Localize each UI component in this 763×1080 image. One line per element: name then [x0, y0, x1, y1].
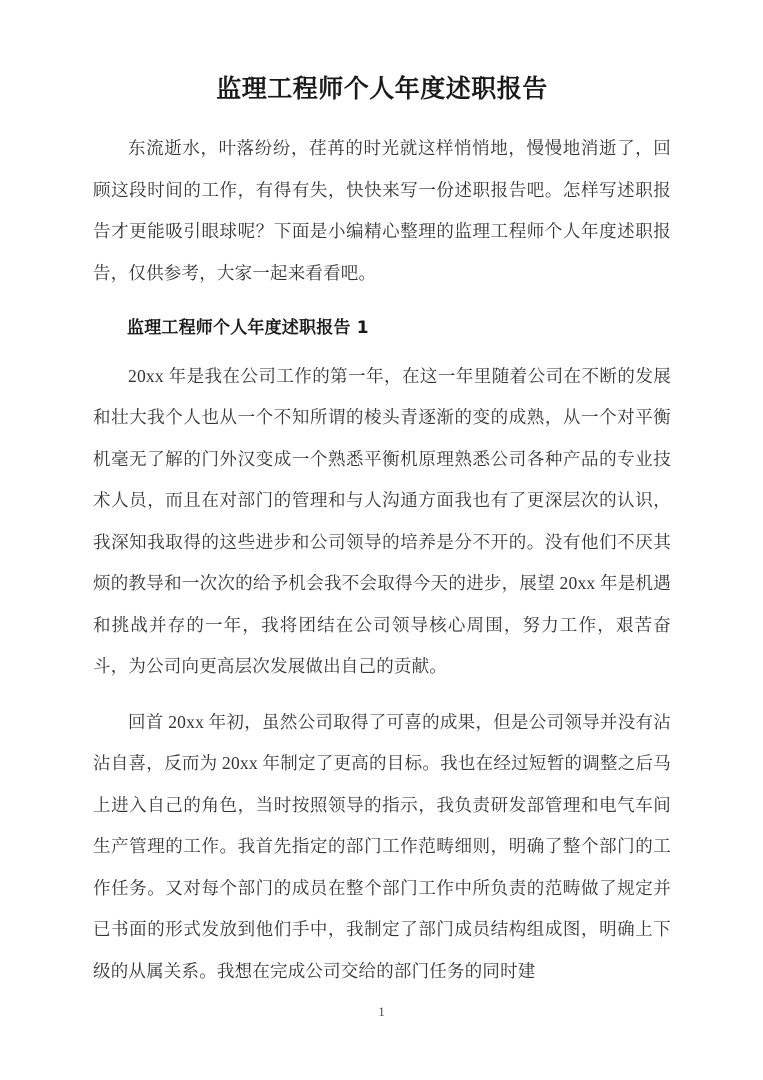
intro-paragraph: 东流逝水，叶落纷纷，荏苒的时光就这样悄悄地，慢慢地消逝了，回顾这段时间的工作，有得有失，快快来写一份述职报告吧。怎样写述职报告才更能吸引眼球呢？下面是小编精心整理的监理工程师个人年度述职报告，仅供参考，大家一起来看看吧。 — [93, 138, 671, 283]
body-paragraph-1: 20xx 年是我在公司工作的第一年，在这一年里随着公司在不断的发展和壮大我个人也从一个不知所谓的棱头青逐渐的变的成熟，从一个对平衡机毫无了解的门外汉变成一个熟悉平衡机原理熟悉公司各种产品的专业技术人员，而且在对部门的管理和与人沟通方面我也有了更深层次的认识，我深知我取得的这些进步和公司领导的培养是分不开的。没有他们不厌其烦的教导和一次次的给予机会我不会取得今天的进步，展望 20xx 年是机遇和挑战并存的一年，我将团结在公司领导核心周围，努力工作，艰苦奋斗，为公司向更高层次发展做出自己的贡献。 — [93, 365, 671, 676]
body-paragraph-2: 回首 20xx 年初，虽然公司取得了可喜的成果，但是公司领导并没有沾沾自喜，反而为 20xx 年制定了更高的目标。我也在经过短暂的调整之后马上进入自己的角色，当时按照领导的指示，我负责研发部管理和电气车间生产管理的工作。我首先指定的部门工作范畴细则，明确了整个部门的工作任务。又对每个部门的成员在整个部门工作中所负责的范畴做了规定并已书面的形式发放到他们手中，我制定了部门成员结构组成图，明确上下级的从属关系。我想在完成公司交给的部门任务的同时建 — [93, 711, 671, 981]
page-number: 1 — [378, 1004, 385, 1019]
document-content — [93, 72, 671, 992]
page-title: 监理工程师个人年度述职报告 — [216, 74, 548, 103]
section-heading: 监理工程师个人年度述职报告 1 — [127, 318, 369, 338]
